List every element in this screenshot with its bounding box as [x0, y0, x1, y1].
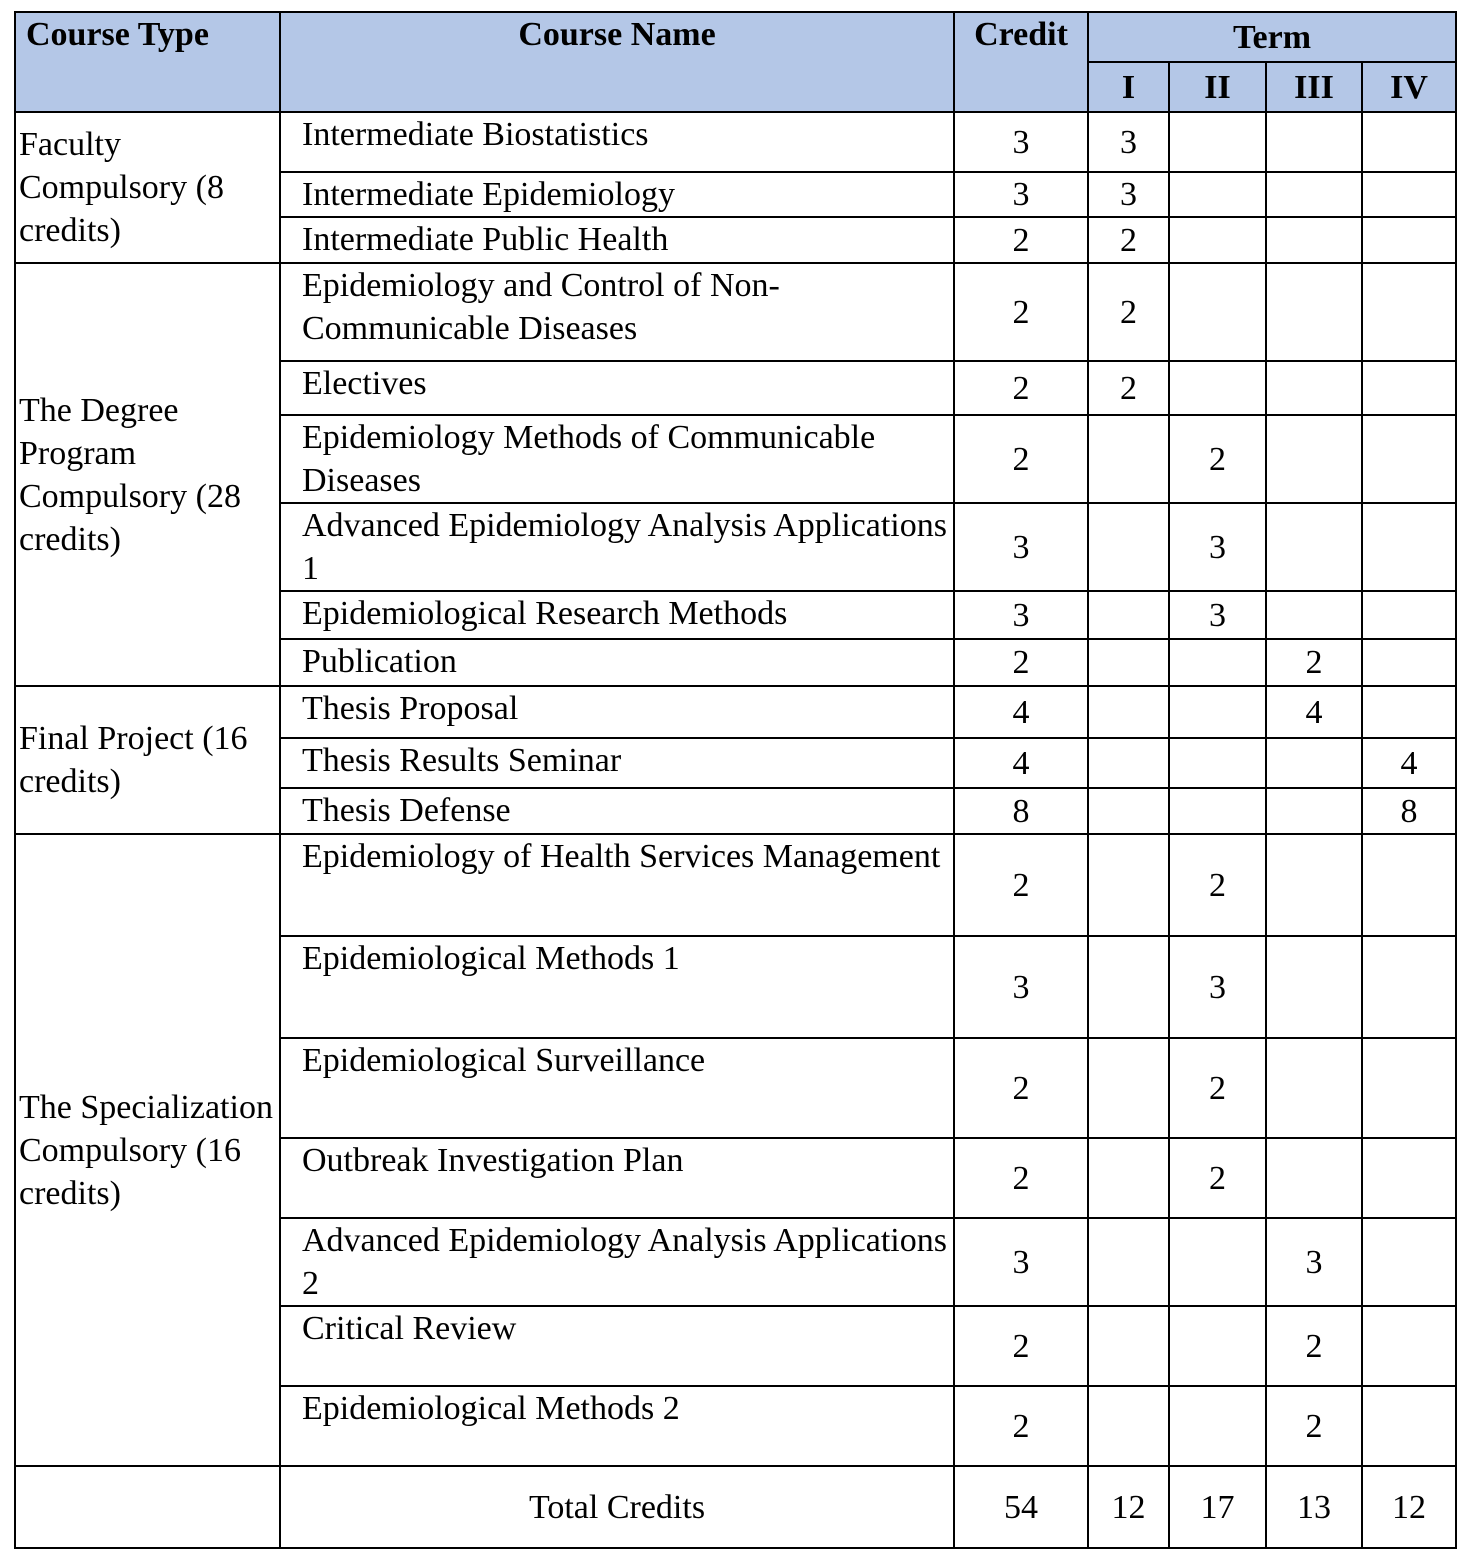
total-row: [15, 1466, 1456, 1548]
term-cell: [1266, 415, 1362, 503]
term-cell: [1362, 112, 1456, 172]
term-cell: 3: [1169, 936, 1266, 1038]
term-cell: [1088, 591, 1169, 639]
course-name-cell: Epidemiological Research Methods: [280, 591, 954, 639]
table-row: [15, 686, 1456, 738]
credit-cell: 3: [954, 172, 1088, 217]
term-cell: [1088, 738, 1169, 788]
term-cell: [1088, 415, 1169, 503]
term-cell: 3: [1169, 503, 1266, 591]
term-cell: 2: [1169, 415, 1266, 503]
term-cell: 2: [1088, 263, 1169, 361]
credit-cell: 2: [954, 1038, 1088, 1138]
total-term-cell: 17: [1169, 1466, 1266, 1548]
course-name-header: Course Name: [280, 12, 954, 112]
course-name-cell: Publication: [280, 639, 954, 686]
term-cell: [1362, 1038, 1456, 1138]
term-cell: [1362, 591, 1456, 639]
term-cell: [1266, 591, 1362, 639]
term-cell: [1169, 1306, 1266, 1386]
term-cell: [1362, 503, 1456, 591]
course-name-cell: Thesis Results Seminar: [280, 738, 954, 788]
term-header-iii: III: [1266, 62, 1362, 112]
term-cell: [1169, 263, 1266, 361]
term-cell: [1088, 1038, 1169, 1138]
course-type-cell: Final Project (16 credits): [15, 686, 280, 834]
term-cell: [1266, 1038, 1362, 1138]
term-cell: 2: [1266, 639, 1362, 686]
course-name-cell: Intermediate Biostatistics: [280, 112, 954, 172]
term-cell: [1088, 834, 1169, 936]
term-cell: [1088, 686, 1169, 738]
term-cell: [1362, 834, 1456, 936]
table-row: [15, 112, 1456, 172]
term-header-iv: IV: [1362, 62, 1456, 112]
course-name-cell: Intermediate Public Health: [280, 217, 954, 263]
term-cell: [1362, 415, 1456, 503]
term-cell: 3: [1088, 172, 1169, 217]
credit-cell: 3: [954, 503, 1088, 591]
course-type-header: Course Type: [15, 12, 280, 112]
term-cell: 2: [1169, 1038, 1266, 1138]
term-cell: [1266, 936, 1362, 1038]
course-name-cell: Critical Review: [280, 1306, 954, 1386]
total-term-cell: 13: [1266, 1466, 1362, 1548]
term-cell: 2: [1266, 1306, 1362, 1386]
course-name-cell: Epidemiology Methods of Communicable Diseases: [280, 415, 954, 503]
term-cell: [1266, 112, 1362, 172]
credit-cell: 4: [954, 738, 1088, 788]
course-type-cell: Faculty Compulsory (8 credits): [15, 112, 280, 263]
curriculum-table: [14, 11, 1457, 1549]
term-cell: [1169, 1386, 1266, 1466]
term-cell: [1169, 172, 1266, 217]
credit-cell: 2: [954, 1386, 1088, 1466]
course-name-cell: Intermediate Epidemiology: [280, 172, 954, 217]
term-cell: [1362, 1218, 1456, 1306]
term-cell: [1088, 503, 1169, 591]
course-name-cell: Epidemiology of Health Services Management: [280, 834, 954, 936]
term-cell: 2: [1169, 1138, 1266, 1218]
term-cell: [1088, 1306, 1169, 1386]
credit-cell: 8: [954, 788, 1088, 834]
credit-cell: 2: [954, 1306, 1088, 1386]
credit-cell: 3: [954, 112, 1088, 172]
course-type-cell: The Specialization Compulsory (16 credits): [15, 834, 280, 1466]
credit-cell: 2: [954, 1138, 1088, 1218]
term-cell: [1266, 503, 1362, 591]
course-name-cell: Epidemiology and Control of Non-Communicable Diseases: [280, 263, 954, 361]
term-cell: 2: [1088, 361, 1169, 415]
term-cell: [1362, 686, 1456, 738]
course-name-cell: Epidemiological Methods 1: [280, 936, 954, 1038]
term-cell: 3: [1169, 591, 1266, 639]
credit-cell: 4: [954, 686, 1088, 738]
term-cell: [1169, 639, 1266, 686]
term-header-i: I: [1088, 62, 1169, 112]
course-name-cell: Advanced Epidemiology Analysis Applications 1: [280, 503, 954, 591]
course-name-cell: Thesis Proposal: [280, 686, 954, 738]
total-credit-cell: 54: [954, 1466, 1088, 1548]
table-row: [15, 834, 1456, 936]
term-cell: [1266, 738, 1362, 788]
term-cell: [1169, 738, 1266, 788]
term-cell: [1362, 361, 1456, 415]
term-cell: 2: [1169, 834, 1266, 936]
course-type-cell: The Degree Program Compulsory (28 credits): [15, 263, 280, 686]
total-credits-label: Total Credits: [280, 1466, 954, 1548]
credit-cell: 3: [954, 1218, 1088, 1306]
term-cell: [1362, 172, 1456, 217]
credit-cell: 3: [954, 591, 1088, 639]
credit-cell: 2: [954, 361, 1088, 415]
credit-header: Credit: [954, 12, 1088, 112]
term-cell: [1088, 788, 1169, 834]
total-term-cell: 12: [1362, 1466, 1456, 1548]
term-cell: [1169, 217, 1266, 263]
total-empty-cell: [15, 1466, 280, 1548]
term-cell: 3: [1088, 112, 1169, 172]
course-name-cell: Advanced Epidemiology Analysis Applications 2: [280, 1218, 954, 1306]
term-cell: [1362, 263, 1456, 361]
term-cell: [1266, 217, 1362, 263]
term-cell: [1266, 834, 1362, 936]
term-cell: 2: [1266, 1386, 1362, 1466]
term-cell: [1362, 217, 1456, 263]
term-cell: [1266, 788, 1362, 834]
term-cell: 4: [1362, 738, 1456, 788]
course-name-cell: Thesis Defense: [280, 788, 954, 834]
term-cell: [1169, 1218, 1266, 1306]
course-name-cell: Outbreak Investigation Plan: [280, 1138, 954, 1218]
term-cell: [1266, 263, 1362, 361]
term-cell: [1362, 639, 1456, 686]
term-cell: [1169, 361, 1266, 415]
credit-cell: 2: [954, 263, 1088, 361]
term-cell: [1169, 686, 1266, 738]
course-name-cell: Electives: [280, 361, 954, 415]
term-cell: 3: [1266, 1218, 1362, 1306]
term-cell: [1169, 788, 1266, 834]
term-cell: [1088, 1386, 1169, 1466]
term-cell: [1088, 639, 1169, 686]
term-cell: [1266, 1138, 1362, 1218]
term-cell: [1266, 361, 1362, 415]
credit-cell: 2: [954, 639, 1088, 686]
total-term-cell: 12: [1088, 1466, 1169, 1548]
term-cell: [1088, 1218, 1169, 1306]
term-cell: 2: [1088, 217, 1169, 263]
course-name-cell: Epidemiological Surveillance: [280, 1038, 954, 1138]
term-cell: [1362, 1138, 1456, 1218]
term-header-ii: II: [1169, 62, 1266, 112]
term-header: Term: [1088, 12, 1456, 62]
table-row: [15, 263, 1456, 361]
term-cell: [1362, 1386, 1456, 1466]
term-cell: [1088, 936, 1169, 1038]
credit-cell: 2: [954, 217, 1088, 263]
term-cell: [1266, 172, 1362, 217]
term-cell: [1362, 1306, 1456, 1386]
term-cell: [1169, 112, 1266, 172]
course-name-cell: Epidemiological Methods 2: [280, 1386, 954, 1466]
credit-cell: 3: [954, 936, 1088, 1038]
term-cell: 4: [1266, 686, 1362, 738]
term-cell: [1088, 1138, 1169, 1218]
term-cell: [1362, 936, 1456, 1038]
credit-cell: 2: [954, 415, 1088, 503]
term-cell: 8: [1362, 788, 1456, 834]
credit-cell: 2: [954, 834, 1088, 936]
